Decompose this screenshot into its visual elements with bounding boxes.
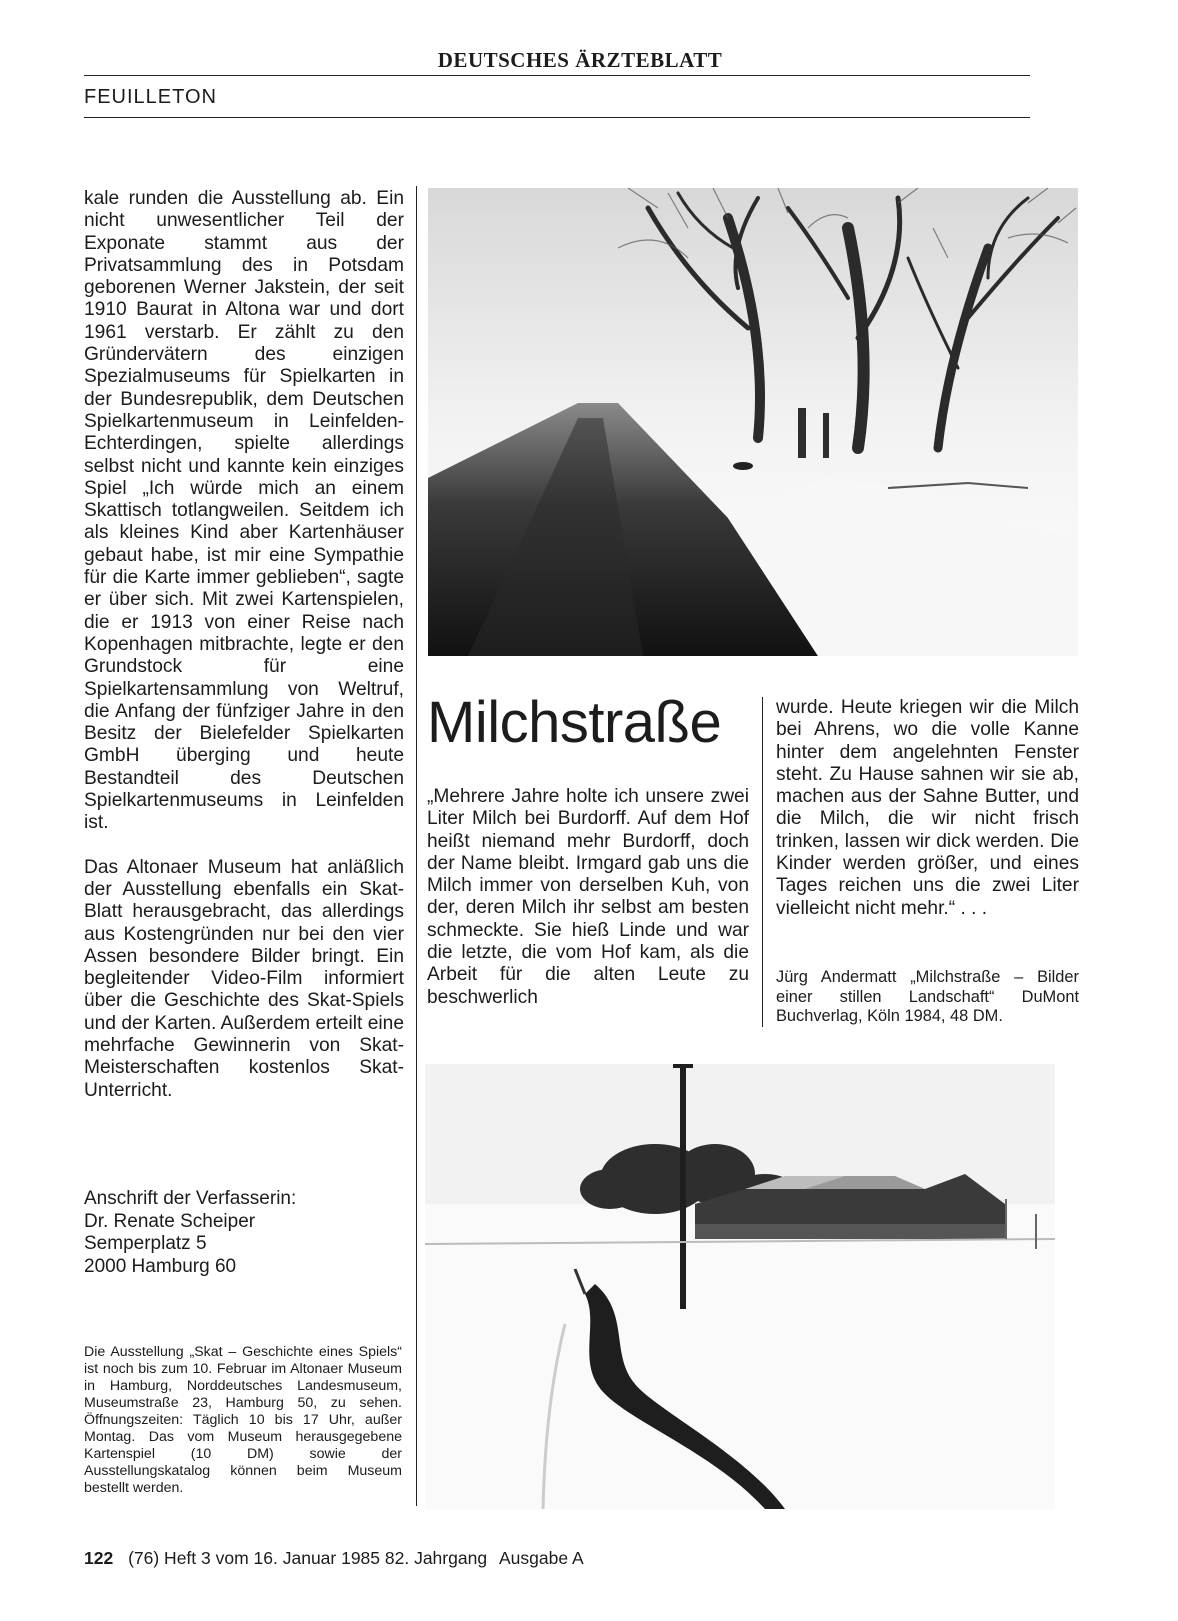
left-paragraph-1: kale runden die Ausstellung ab. Ein nicht unwesentlicher Teil der Exponate stammt aus der Privatsammlung des in Potsdam geborenen Werner Jakstein, der seit 1910 Baurat in Altona war und dort 1961 verstarb. Er zählt zu den Gründervätern des einzigen Spezialmuseums für Spielkarten in der Bundesrepublik, dem Deutschen Spielkartenmuseum in Leinfelden-Echterdingen, spielte allerdings selbst nicht und kannte kein einziges Spiel „Ich würde mich an einem Skattisch totlangweilen. Seitdem ich als kleines Kind aber Kartenhäuser gebaut habe, ist mir eine Sympathie für die Karte immer geblieben“, sagte er über sich. Mit zwei Kartenspielen, die er 1913 von einer Reise nach Kopenhagen mitbrachte, legte er den Grundstock für eine Spielkartensammlung von Weltruf, die Anfang der fünfziger Jahre in den Besitz der Bielefelder Spielkarten GmbH überging und heute Bestandteil des Deutschen Spielkartenmuseums in Leinfelden ist.	[84, 188, 404, 834]
address-name: Dr. Renate Scheiper	[84, 1210, 256, 1232]
milchstrasse-headline: Milchstraße	[427, 690, 722, 755]
column-divider-milchstrasse	[762, 697, 763, 1027]
section-label: FEUILLETON	[84, 86, 217, 108]
header-rule-bottom	[84, 117, 1030, 118]
book-credit: Jürg Andermatt „Milchstraße – Bilder einer stillen Landschaft“ DuMont Buchverlag, Köln 1984, 48 DM.	[776, 968, 1079, 1025]
milchstrasse-text-column-2: wurde. Heute kriegen wir die Milch bei Ahrens, wo die volle Kanne hinter dem angelehnten Fenster steht. Zu Hause sahnen wir sie ab, machen aus der Sahne Butter, und die Milch, die wir nicht frisch trinken, lassen wir dick werden. Die Kinder werden größer, und eines Tages reichen uns die zwei Liter vielleicht nicht mehr.“ . . .	[776, 697, 1079, 919]
address-label: Anschrift der Verfasserin:	[84, 1188, 297, 1209]
page-footer	[84, 1548, 592, 1569]
address-city: 2000 Hamburg 60	[84, 1255, 237, 1277]
edition-info: Ausgabe A	[498, 1548, 584, 1568]
column-divider	[416, 186, 417, 1506]
left-article-column	[84, 188, 404, 1124]
publication-masthead: DEUTSCHES ÄRZTEBLATT	[437, 48, 723, 72]
issue-info: (76) Heft 3 vom 16. Januar 1985 82. Jahrgang	[128, 1548, 488, 1568]
page-number: 122	[84, 1548, 114, 1568]
address-street: Semperplatz 5	[84, 1233, 207, 1254]
farm-landscape-photo	[425, 1064, 1055, 1509]
exhibition-notice: Die Ausstellung „Skat – Geschichte eines Spiels“ ist noch bis zum 10. Februar im Altonaer Museum in Hamburg, Norddeutsches Landesmuseum, Museumstraße 23, Hamburg 50, zu sehen. Öffnungszeiten: Täglich 10 bis 17 Uhr, außer Montag. Das vom Museum herausgegebene Kartenspiel (10 DM) sowie der Ausstellungskatalog können beim Museum bestellt werden.	[84, 1344, 402, 1496]
header-rule-top	[84, 75, 1030, 76]
winter-road-photo	[428, 188, 1078, 656]
author-address	[84, 1188, 404, 1278]
left-paragraph-2: Das Altonaer Museum hat anläßlich der Ausstellung ebenfalls ein Skat-Blatt herausgebracht, das allerdings aus Kostengründen nur bei den vier Assen besondere Bilder bringt. Ein begleitender Video-Film informiert über die Geschichte des Skat-Spiels und der Karten. Außerdem erteilt eine mehrfache Gewinnerin von Skat-Meisterschaften kostenlos Skat-Unterricht.	[84, 856, 404, 1101]
milchstrasse-text-column-1: „Mehrere Jahre holte ich unsere zwei Liter Milch bei Burdorff. Auf dem Hof heißt niemand mehr Burdorff, doch der Name bleibt. Irmgard gab uns die Milch immer von derselben Kuh, von der, deren Milch ihr selbst am besten schmeckte. Sie hieß Linde und war die letzte, die vom Hof kam, als die Arbeit für die alten Leute zu beschwerlich	[427, 786, 749, 1008]
